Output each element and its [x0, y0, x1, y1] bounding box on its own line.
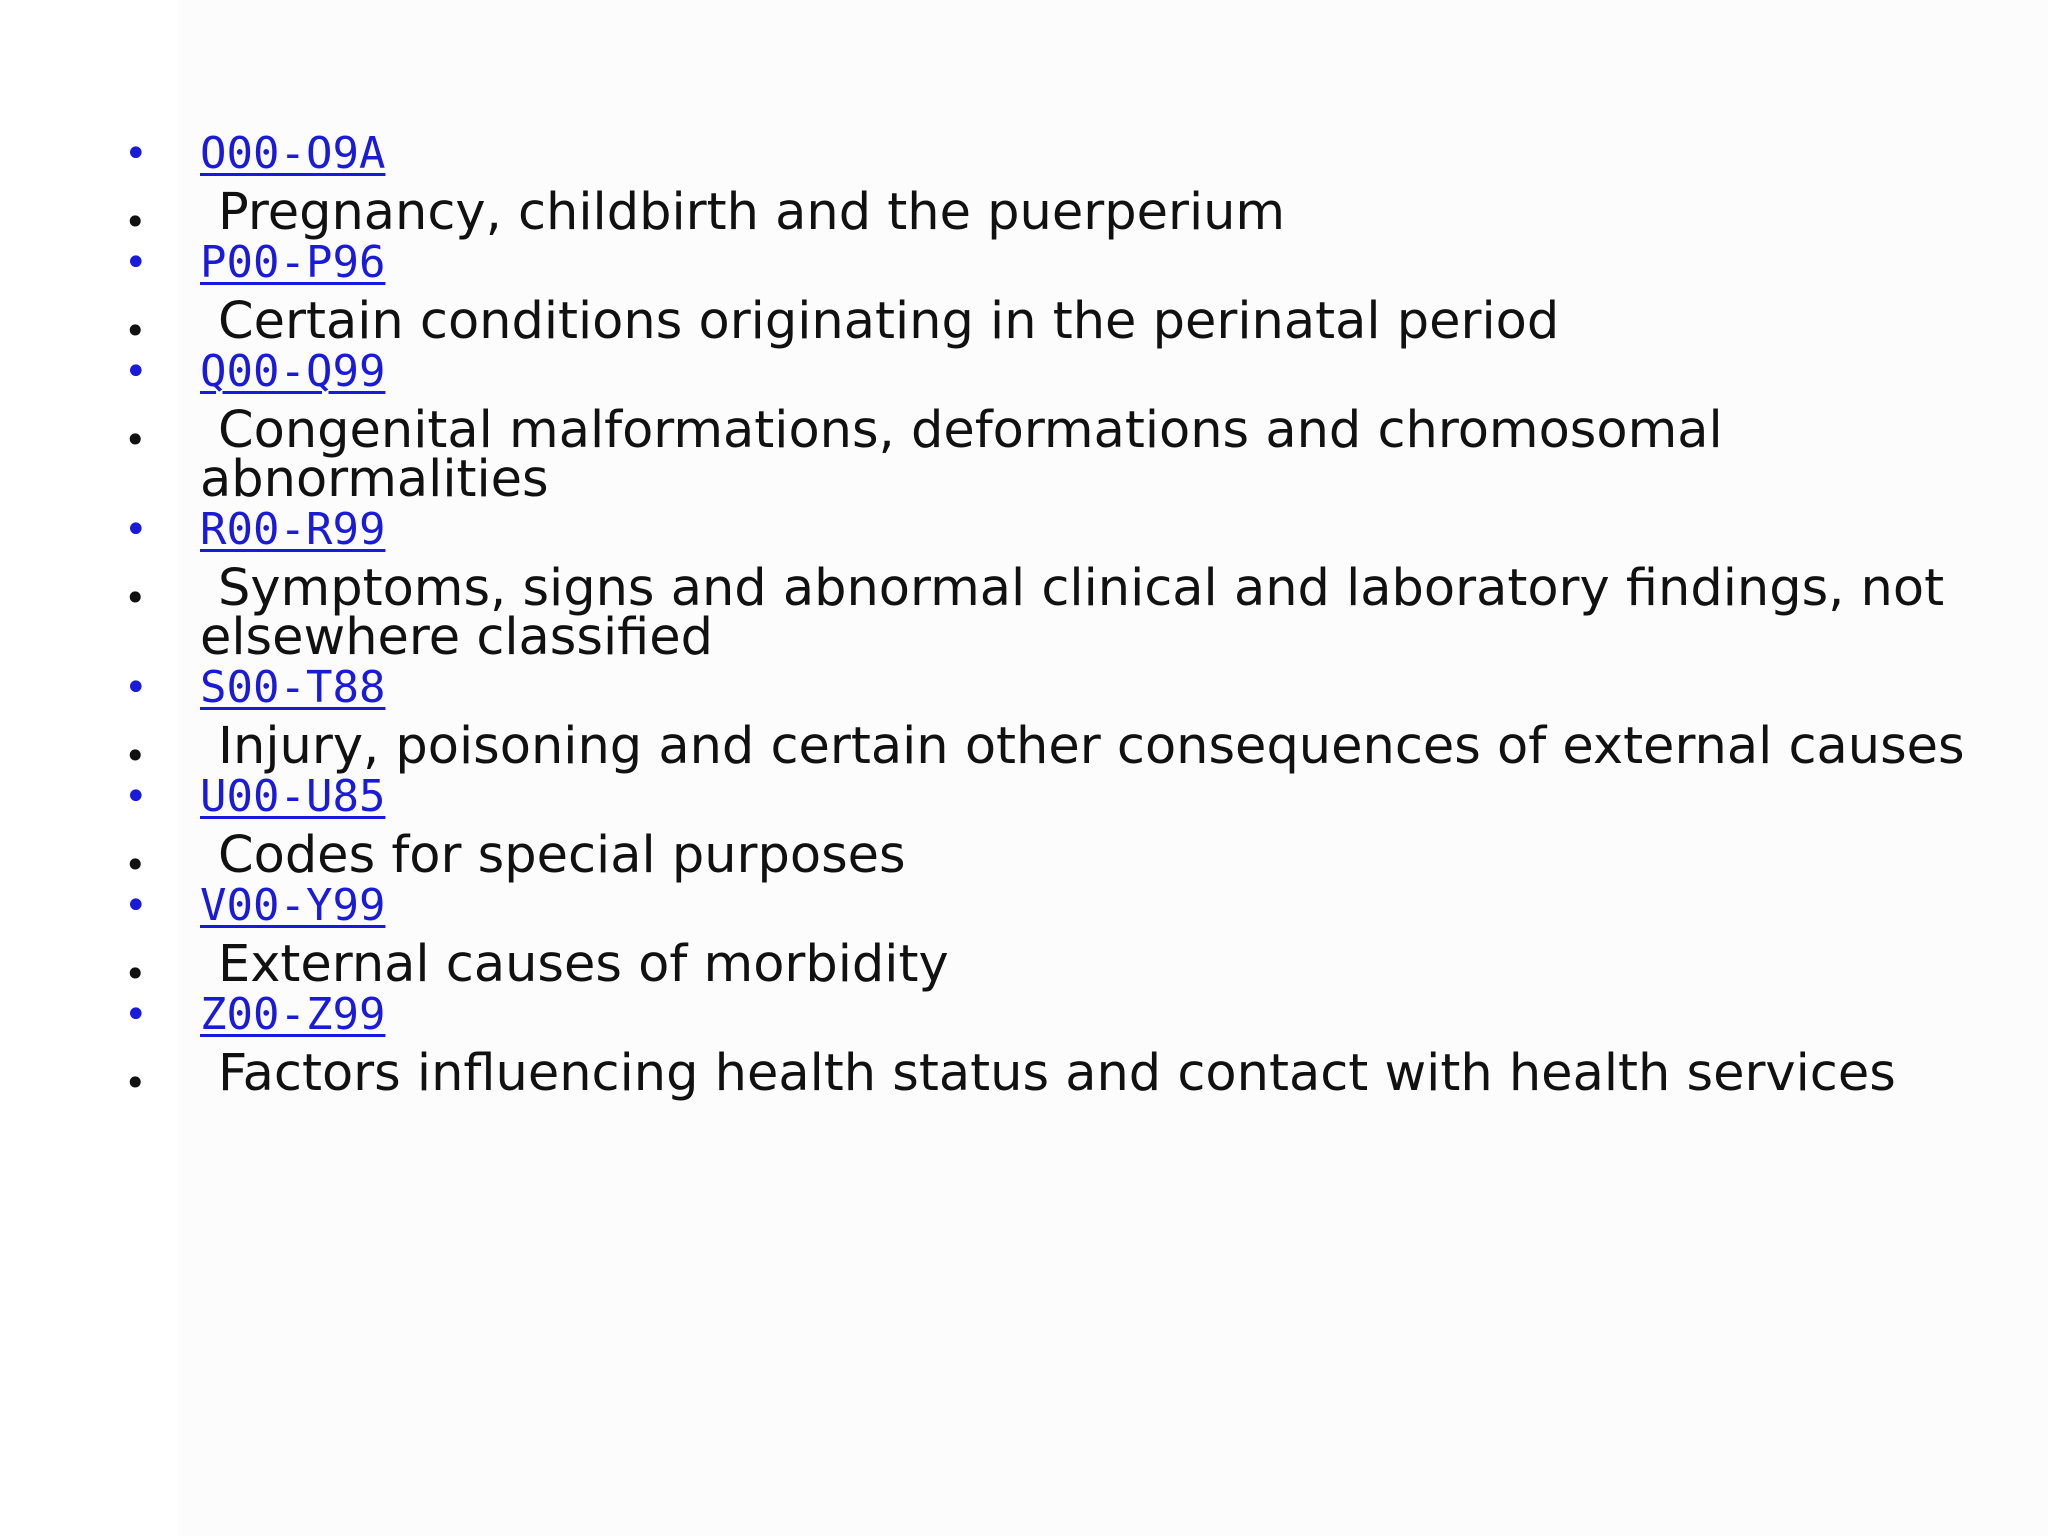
chapter-code-link[interactable]: S00-T88: [200, 662, 386, 713]
chapter-description: Certain conditions originating in the perinatal period: [218, 292, 1560, 351]
bullet-icon: •: [124, 1061, 147, 1105]
bullet-icon: •: [124, 734, 147, 778]
chapter-description: Congenital malformations, deformations and chromosomal abnormalities: [200, 401, 1723, 509]
chapter-description-item: [124, 1044, 1980, 1105]
bullet-icon: •: [124, 843, 147, 887]
chapter-code-item: [124, 771, 1980, 831]
chapter-code-item: [124, 128, 1980, 188]
chapter-code-item: [124, 880, 1980, 940]
chapter-description: Symptoms, signs and abnormal clinical and laboratory findings, not elsewhere classified: [200, 559, 1945, 667]
chapter-code-link[interactable]: U00-U85: [200, 771, 386, 822]
bullet-icon: •: [124, 349, 148, 395]
bullet-icon: •: [124, 240, 148, 286]
bullet-icon: •: [124, 507, 148, 553]
chapter-code-link[interactable]: R00-R99: [200, 504, 386, 555]
chapter-description-item: [124, 717, 1980, 778]
chapter-code-link[interactable]: P00-P96: [200, 237, 386, 288]
bullet-icon: •: [124, 992, 148, 1038]
chapter-code-item: [124, 346, 1980, 406]
chapter-description-item: [124, 935, 1980, 996]
chapter-description: Injury, poisoning and certain other consequences of external causes: [218, 717, 1965, 776]
chapter-code-item: [124, 504, 1980, 564]
bullet-icon: •: [124, 883, 148, 929]
bullet-icon: •: [124, 576, 147, 620]
chapter-description-item: [124, 183, 1980, 244]
chapter-code-link[interactable]: O00-O9A: [200, 128, 386, 179]
chapter-code-link[interactable]: V00-Y99: [200, 880, 386, 931]
bullet-icon: •: [124, 200, 147, 244]
chapter-description-item: [124, 559, 1980, 667]
bullet-icon: •: [124, 131, 148, 177]
chapter-code-item: [124, 662, 1980, 722]
chapter-code-item: [124, 989, 1980, 1049]
chapter-description: Factors influencing health status and contact with health services: [218, 1044, 1896, 1103]
chapter-description-item: [124, 826, 1980, 887]
chapter-code-item: [124, 237, 1980, 297]
bullet-icon: •: [124, 309, 147, 353]
bullet-icon: •: [124, 774, 148, 820]
bullet-icon: •: [124, 665, 148, 711]
bullet-icon: •: [124, 418, 147, 462]
icd-chapter-list: [124, 128, 1980, 1105]
chapter-description: Codes for special purposes: [218, 826, 906, 885]
chapter-description-item: [124, 401, 1980, 509]
chapter-code-link[interactable]: Z00-Z99: [200, 989, 386, 1040]
chapter-description: External causes of morbidity: [218, 935, 949, 994]
chapter-description-item: [124, 292, 1980, 353]
bullet-icon: •: [124, 952, 147, 996]
chapter-code-link[interactable]: Q00-Q99: [200, 346, 386, 397]
chapter-description: Pregnancy, childbirth and the puerperium: [218, 183, 1286, 242]
